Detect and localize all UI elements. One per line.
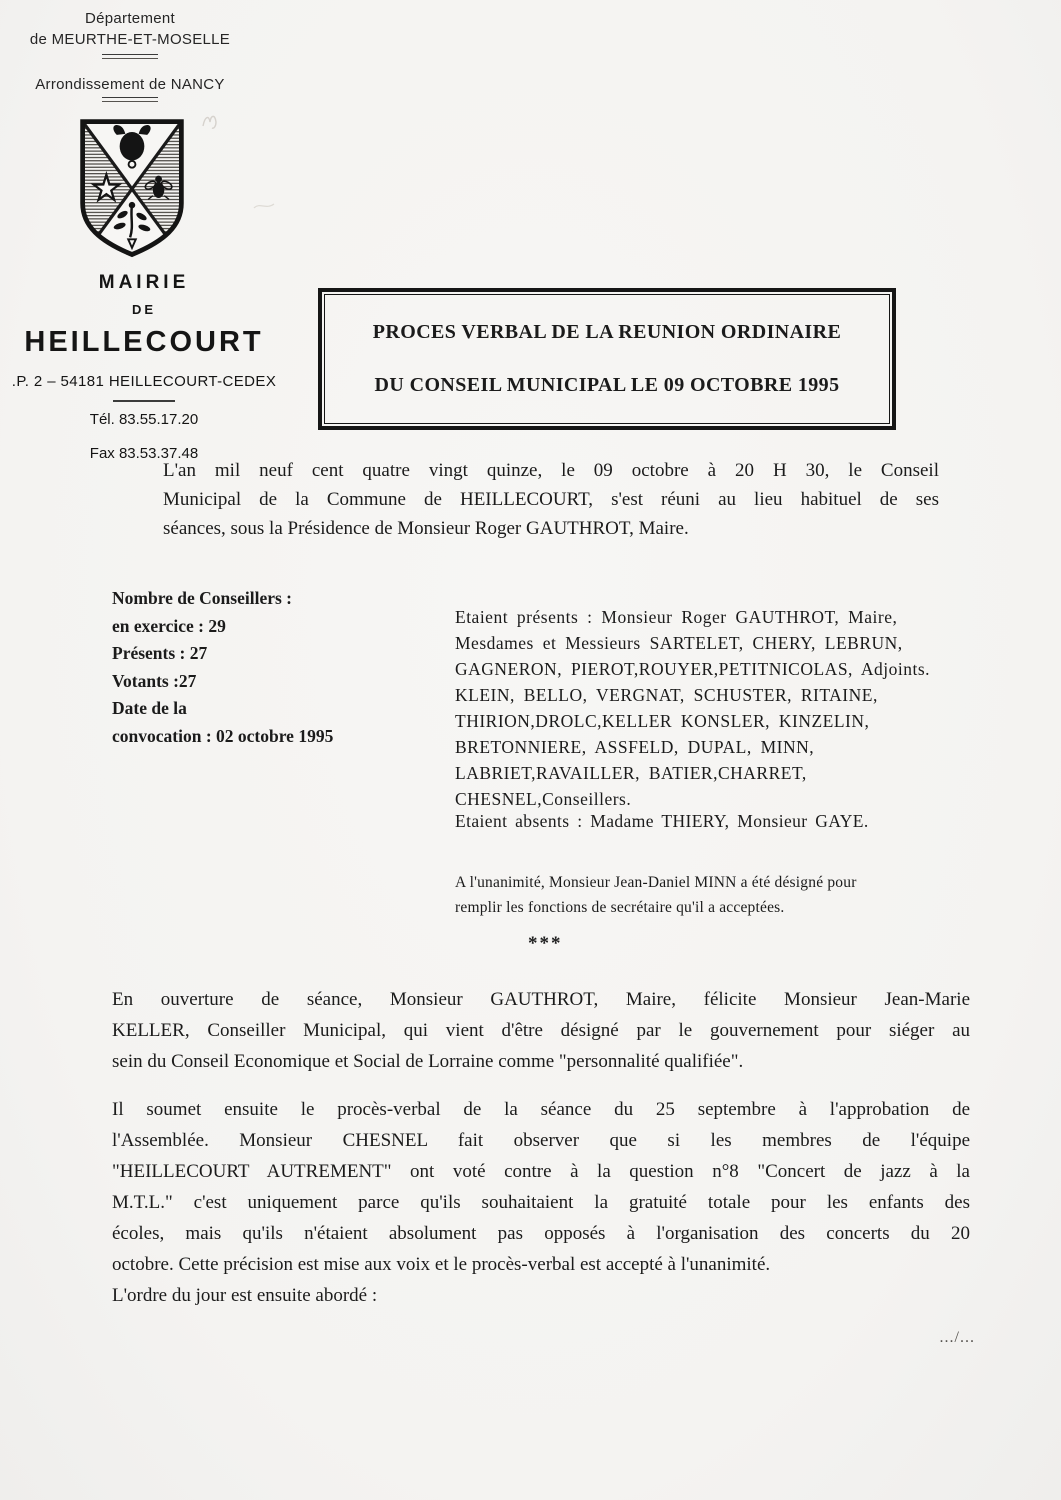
mairie-letterhead xyxy=(0,272,288,462)
text-line: BRETONNIERE, ASSFELD, DUPAL, MINN, xyxy=(455,737,815,757)
pencil-mark-icon xyxy=(200,110,236,134)
title-line1: PROCES VERBAL DE LA REUNION ORDINAIRE xyxy=(372,321,842,343)
text-line: Date de la xyxy=(112,698,187,718)
text-line: Nombre de Conseillers : xyxy=(112,588,292,608)
separator-rule xyxy=(113,400,175,402)
minutes-approval-paragraph xyxy=(112,1094,970,1280)
text-line: écoles, mais qu'ils n'étaient absolument pas opposés à l'organisation des concerts du 20 xyxy=(112,1223,970,1244)
text-line: sein du Conseil Economique et Social de Lorraine comme "personnalité qualifiée". xyxy=(112,1051,744,1072)
text-line: "HEILLECOURT AUTREMENT" ont voté contre à la question n°8 "Concert de jazz à la xyxy=(112,1161,970,1182)
text-line: Votants :27 xyxy=(112,670,197,691)
text-line: Il soumet ensuite le procès-verbal de la séance du 25 septembre à l'approbation de xyxy=(112,1099,970,1120)
text-line: Mesdames et Messieurs SARTELET, CHERY, LEBRUN, xyxy=(455,633,903,653)
text-line: convocation : 02 octobre 1995 xyxy=(112,725,334,746)
text-line: A l'unanimité, Monsieur Jean-Daniel MINN a été désigné pour xyxy=(455,874,857,891)
text-line: CHESNEL,Conseillers. xyxy=(455,789,632,809)
continuation-mark: .../... xyxy=(939,1329,975,1346)
title-box xyxy=(318,288,896,430)
mairie-line3: HEILLECOURT xyxy=(24,326,264,358)
intro-paragraph xyxy=(163,456,939,543)
pencil-mark-icon xyxy=(252,198,282,214)
opening-paragraph xyxy=(112,984,970,1077)
section-separator: *** xyxy=(528,933,563,954)
text-line: KLEIN, BELLO, VERGNAT, SCHUSTER, RITAINE, xyxy=(455,685,878,705)
text-line: M.T.L." c'est uniquement parce qu'ils souhaitaient la gratuité totale pour les enfants des xyxy=(112,1192,970,1213)
agenda-line: L'ordre du jour est ensuite abordé : xyxy=(112,1285,378,1306)
text-line: remplir les fonctions de secrétaire qu'il a acceptées. xyxy=(455,898,785,916)
mairie-address: .P. 2 – 54181 HEILLECOURT-CEDEX xyxy=(11,373,277,390)
text-line: Présents : 27 xyxy=(112,643,208,663)
secretary-block xyxy=(455,871,965,920)
text-line: séances, sous la Présidence de Monsieur Roger GAUTHROT, Maire. xyxy=(163,518,689,539)
arrondissement-label: Arrondissement de NANCY xyxy=(35,76,225,93)
text-line: L'an mil neuf cent quatre vingt quinze, le 09 octobre à 20 H 30, le Conseil xyxy=(163,460,939,481)
text-line: octobre. Cette précision est mise aux voix et le procès-verbal est accepté à l'unanimité. xyxy=(112,1254,771,1275)
text-line: KELLER, Conseiller Municipal, qui vient d'être désigné par le gouvernement pour siéger au xyxy=(112,1020,970,1041)
coat-of-arms-icon xyxy=(74,114,190,264)
mairie-line1: MAIRIE xyxy=(98,272,190,293)
department-header xyxy=(8,8,252,59)
separator-rule xyxy=(102,97,158,102)
text-line: GAGNERON, PIEROT,ROUYER,PETITNICOLAS, Adjoints. xyxy=(455,659,930,679)
mairie-tel: Tél. 83.55.17.20 xyxy=(89,411,199,428)
text-line: THIRION,DROLC,KELLER KONSLER, KINZELIN, xyxy=(455,711,870,731)
title-box-inner xyxy=(324,294,890,424)
counters-block xyxy=(112,585,372,750)
presents-block xyxy=(455,604,955,812)
text-line: Municipal de la Commune de HEILLECOURT, s'est réuni au lieu habituel de ses xyxy=(163,489,939,510)
title-line2: DU CONSEIL MUNICIPAL LE 09 OCTOBRE 1995 xyxy=(374,374,840,396)
text-line: en exercice : 29 xyxy=(112,615,226,636)
text-line: Etaient présents : Monsieur Roger GAUTHROT, Maire, xyxy=(455,607,898,627)
text-line: l'Assemblée. Monsieur CHESNEL fait observer que si les membres de l'équipe xyxy=(112,1130,970,1151)
separator-rule xyxy=(102,54,158,59)
mairie-line2: DE xyxy=(131,302,157,317)
arrondissement-header xyxy=(8,76,252,102)
department-line1: Département xyxy=(84,10,175,27)
text-line: En ouverture de séance, Monsieur GAUTHROT, Maire, félicite Monsieur Jean-Marie xyxy=(112,989,970,1010)
mairie-fax: Fax 83.53.37.48 xyxy=(89,445,199,462)
text-line: LABRIET,RAVAILLER, BATIER,CHARRET, xyxy=(455,763,807,783)
absents-line: Etaient absents : Madame THIERY, Monsieur GAYE. xyxy=(455,811,869,831)
department-line2: de MEURTHE-ET-MOSELLE xyxy=(29,31,231,48)
